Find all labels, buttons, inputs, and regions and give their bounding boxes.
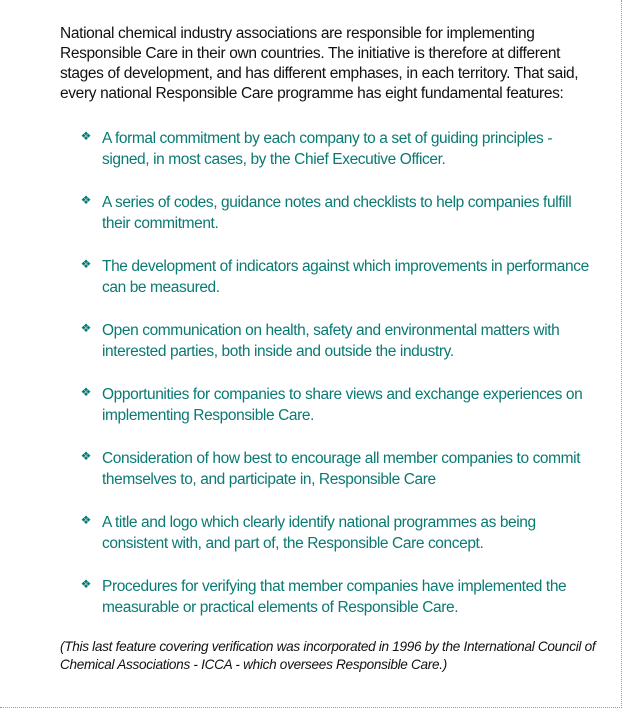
feature-text: The development of indicators against which improvements in performance can be measured. (102, 258, 589, 296)
feature-item (0, 384, 623, 448)
feature-text: Consideration of how best to encourage all member companies to commit themselves to, and participate in, Responsible Care (102, 450, 581, 488)
diamond-dots-bullet-icon: ❖ (80, 129, 92, 143)
feature-list (0, 128, 623, 640)
diamond-dots-bullet-icon: ❖ (80, 321, 92, 335)
feature-text: A title and logo which clearly identify national programmes as being consistent with, and part of, the Responsible Care concept. (102, 514, 536, 552)
feature-text: A series of codes, guidance notes and checklists to help companies fulfill their commitment. (102, 194, 572, 232)
diamond-dots-bullet-icon: ❖ (80, 577, 92, 591)
diamond-dots-bullet-icon: ❖ (80, 449, 92, 463)
feature-item (0, 192, 623, 256)
diamond-dots-bullet-icon: ❖ (80, 385, 92, 399)
feature-text: Open communication on health, safety and environmental matters with interested parties, both inside and outside the industry. (102, 322, 560, 360)
feature-text: Procedures for verifying that member companies have implemented the measurable or practical elements of Responsible Care. (102, 578, 567, 616)
feature-item (0, 256, 623, 320)
diamond-dots-bullet-icon: ❖ (80, 257, 92, 271)
feature-text: A formal commitment by each company to a set of guiding principles - signed, in most cases, by the Chief Executive Officer. (102, 130, 553, 168)
diamond-dots-bullet-icon: ❖ (80, 193, 92, 207)
feature-text: Opportunities for companies to share views and exchange experiences on implementing Responsible Care. (102, 386, 583, 424)
feature-item (0, 576, 623, 640)
feature-item (0, 128, 623, 192)
diamond-dots-bullet-icon: ❖ (80, 513, 92, 527)
feature-item (0, 320, 623, 384)
verification-note: (This last feature covering verification was incorporated in 1996 by the International Council of Chemical Associations - ICCA - which oversees Responsible Care.) (60, 639, 596, 672)
feature-item (0, 448, 623, 512)
intro-paragraph: National chemical industry associations are responsible for implementing Responsible Care in their own countries. The initiative is therefore at different stages of development, and has different emphases, in each territory. That said, every national Responsible Care programme has eight fundamental features: (60, 25, 579, 102)
feature-item (0, 512, 623, 576)
